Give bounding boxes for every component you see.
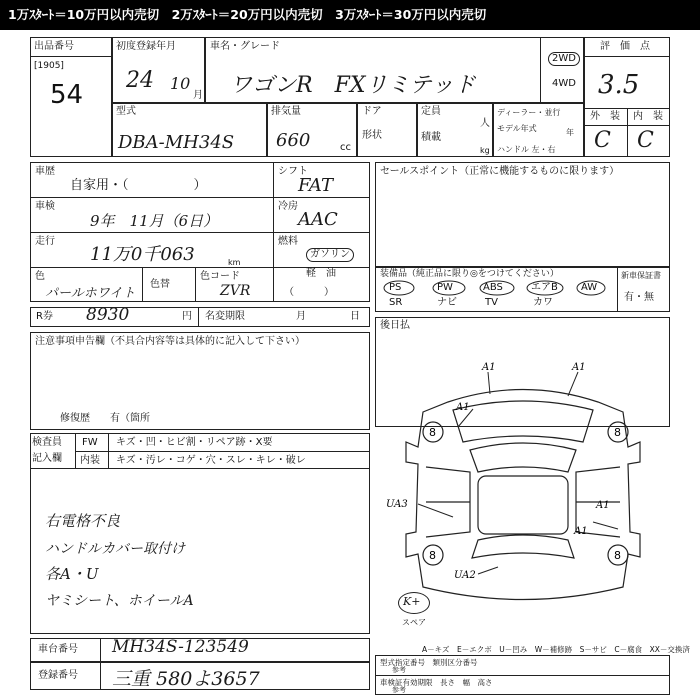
- mileage-label: 走行: [35, 236, 55, 247]
- car-diagram: [378, 362, 668, 612]
- score-value: 3.5: [598, 70, 640, 100]
- reg-month: 10: [170, 74, 191, 93]
- history-value: 自家用・（ ）: [70, 178, 207, 193]
- color-change-label: 色替: [150, 279, 170, 290]
- after-label: 後日払: [380, 320, 410, 331]
- int-value: C: [637, 128, 654, 153]
- fuel-other: （ ）: [284, 287, 334, 298]
- equipment-label: 装備品（純正品に限り◎をつけてください）: [380, 269, 559, 279]
- equip-sr: SR: [389, 297, 403, 308]
- equip-leather: カワ: [533, 297, 553, 308]
- door-label: ドア: [362, 106, 382, 117]
- mark-a1-2: A1: [572, 362, 586, 373]
- inspection-label: 車検: [35, 201, 55, 212]
- hand-note-4: ヤミシート、ホイールA: [45, 593, 194, 609]
- chassis-value: MH34S-123549: [112, 637, 249, 657]
- damage-legend: A－キズ E－エクボ U－凹み W－補修跡 S－サビ C－腐食 XX－交換済: [422, 645, 690, 654]
- reg-year: 24: [126, 68, 154, 93]
- equip-circles: [375, 281, 617, 312]
- int-items: キズ・汚レ・コゲ・穴・スレ・キレ・破レ: [116, 455, 306, 466]
- color-code-value: ZVR: [220, 283, 251, 299]
- name-change-day: 日: [350, 311, 360, 322]
- spare-value: K+: [403, 595, 421, 608]
- ac-value: AAC: [298, 209, 338, 230]
- color-label: 色: [35, 271, 45, 282]
- cap-label: 定員: [421, 106, 441, 117]
- inspection-value: 9年 11月（6日）: [90, 212, 219, 230]
- model-value: DBA-MH34S: [118, 132, 235, 153]
- mark-a1-4: A1: [596, 500, 610, 511]
- sales-point-label: セールスポイント（正常に機能するものに限ります）: [380, 166, 620, 177]
- name-value: ワゴンR FXリミテッド: [230, 73, 476, 98]
- fuel-label: 燃料: [278, 236, 298, 247]
- tire-depth-rr: 8: [614, 549, 621, 562]
- lot-number: 54: [50, 80, 84, 110]
- tire-depth-fl: 8: [429, 426, 436, 439]
- warranty-label: 新車保証書: [621, 271, 661, 280]
- shift-value: FAT: [298, 175, 333, 196]
- plate-value: 三重 580よ3657: [112, 668, 260, 690]
- year-unit: 年: [566, 128, 574, 137]
- cap-unit: 人: [480, 118, 490, 129]
- reg-label: 初度登録年月: [116, 41, 176, 52]
- tire-depth-fr: 8: [614, 426, 621, 439]
- int-row-label: 内装: [80, 455, 100, 466]
- mileage-value: 11万0千063: [90, 244, 195, 265]
- load-label: 積載: [421, 132, 441, 143]
- dealer-label: ディーラー・並行: [497, 108, 561, 117]
- shift-label: シフト: [278, 166, 308, 177]
- drive-4wd: 4WD: [552, 78, 576, 89]
- hand-note-1: 右電格不良: [45, 512, 121, 530]
- mark-a1-5: A1: [574, 526, 588, 537]
- equip-pw: PW: [437, 282, 453, 293]
- lot-label: 出品番号: [34, 41, 74, 52]
- entry-label: 記入欄: [32, 453, 62, 464]
- mark-ua2: UA2: [454, 570, 476, 581]
- drive-2wd: 2WD: [548, 52, 580, 66]
- reg-month-unit: 月: [193, 90, 203, 101]
- equip-aw: AW: [581, 282, 598, 293]
- warranty-value: 有・無: [624, 292, 654, 303]
- cert-row1: 型式指定番号 類別区分番号: [380, 658, 478, 667]
- repair-label: 修復歴 有（箇所: [60, 413, 150, 424]
- fuel-gas: ガソリン: [306, 248, 354, 262]
- model-year-label: モデル年式: [497, 124, 537, 133]
- cert-row2-sub: 参考: [392, 686, 406, 694]
- fuel-diesel: 軽 油: [306, 268, 336, 279]
- equip-grid: [375, 281, 617, 312]
- color-code-label: 色コード: [200, 271, 240, 282]
- model-label: 型式: [116, 106, 136, 117]
- ac-label: 冷房: [278, 201, 298, 212]
- load-unit: kg: [480, 146, 490, 155]
- recycle-label: R券: [36, 311, 53, 322]
- recycle-value: 8930: [86, 305, 130, 325]
- banner: 1万ｽﾀｰﾄ＝10万円以内売切 2万ｽﾀｰﾄ＝20万円以内売切 3万ｽﾀｰﾄ＝30万円以内売切: [0, 0, 700, 30]
- mileage-unit: km: [228, 258, 241, 267]
- handle-label: ハンドル 左・右: [497, 145, 556, 154]
- name-change-month: 月: [296, 311, 306, 322]
- spare-label: スペア: [402, 618, 426, 627]
- recycle-row: [30, 307, 370, 327]
- name-label: 車名・グレード: [210, 41, 280, 52]
- chassis-label: 車台番号: [38, 644, 78, 655]
- equip-tv: TV: [485, 297, 498, 308]
- score-label: 評 価 点: [600, 41, 650, 52]
- equip-ps: PS: [389, 282, 402, 293]
- recycle-yen: 円: [182, 311, 192, 322]
- cert-row1-sub: 参考: [392, 666, 406, 674]
- equip-abs: ABS: [483, 282, 503, 293]
- ext-value: C: [594, 128, 611, 153]
- mark-a1-3: A1: [456, 402, 470, 413]
- hand-note-3: 各A・U: [45, 565, 99, 583]
- mark-a1-1: A1: [482, 362, 496, 373]
- disp-unit: cc: [340, 142, 351, 153]
- inspector-label: 検査員: [32, 437, 62, 448]
- fw-label: FW: [82, 437, 98, 448]
- notes-label: 注意事項申告欄（不具合内容等は具体的に記入して下さい）: [35, 336, 305, 347]
- disp-label: 排気量: [271, 106, 301, 117]
- disp-value: 660: [276, 130, 311, 151]
- ext-label: 外 装: [590, 111, 620, 122]
- fw-items: キズ・凹・ヒビ割・リペア跡・X要: [116, 437, 273, 448]
- plate-label: 登録番号: [38, 670, 78, 681]
- cert-row2: 車検証有効期限 長さ 幅 高さ: [380, 678, 493, 687]
- lot-sub: [1905]: [34, 61, 64, 71]
- equip-navi: ナビ: [437, 297, 457, 308]
- tire-depth-rl: 8: [429, 549, 436, 562]
- int-label: 内 装: [633, 111, 663, 122]
- hand-note-2: ハンドルカバー取付け: [45, 541, 185, 557]
- equip-airbag: エアB: [531, 282, 558, 293]
- mark-ua3: UA3: [386, 499, 408, 510]
- color-value: パールホワイト: [45, 286, 136, 301]
- history-label: 車歴: [35, 166, 55, 177]
- shape-label: 形状: [362, 130, 382, 141]
- name-change-label: 名変期限: [205, 311, 245, 322]
